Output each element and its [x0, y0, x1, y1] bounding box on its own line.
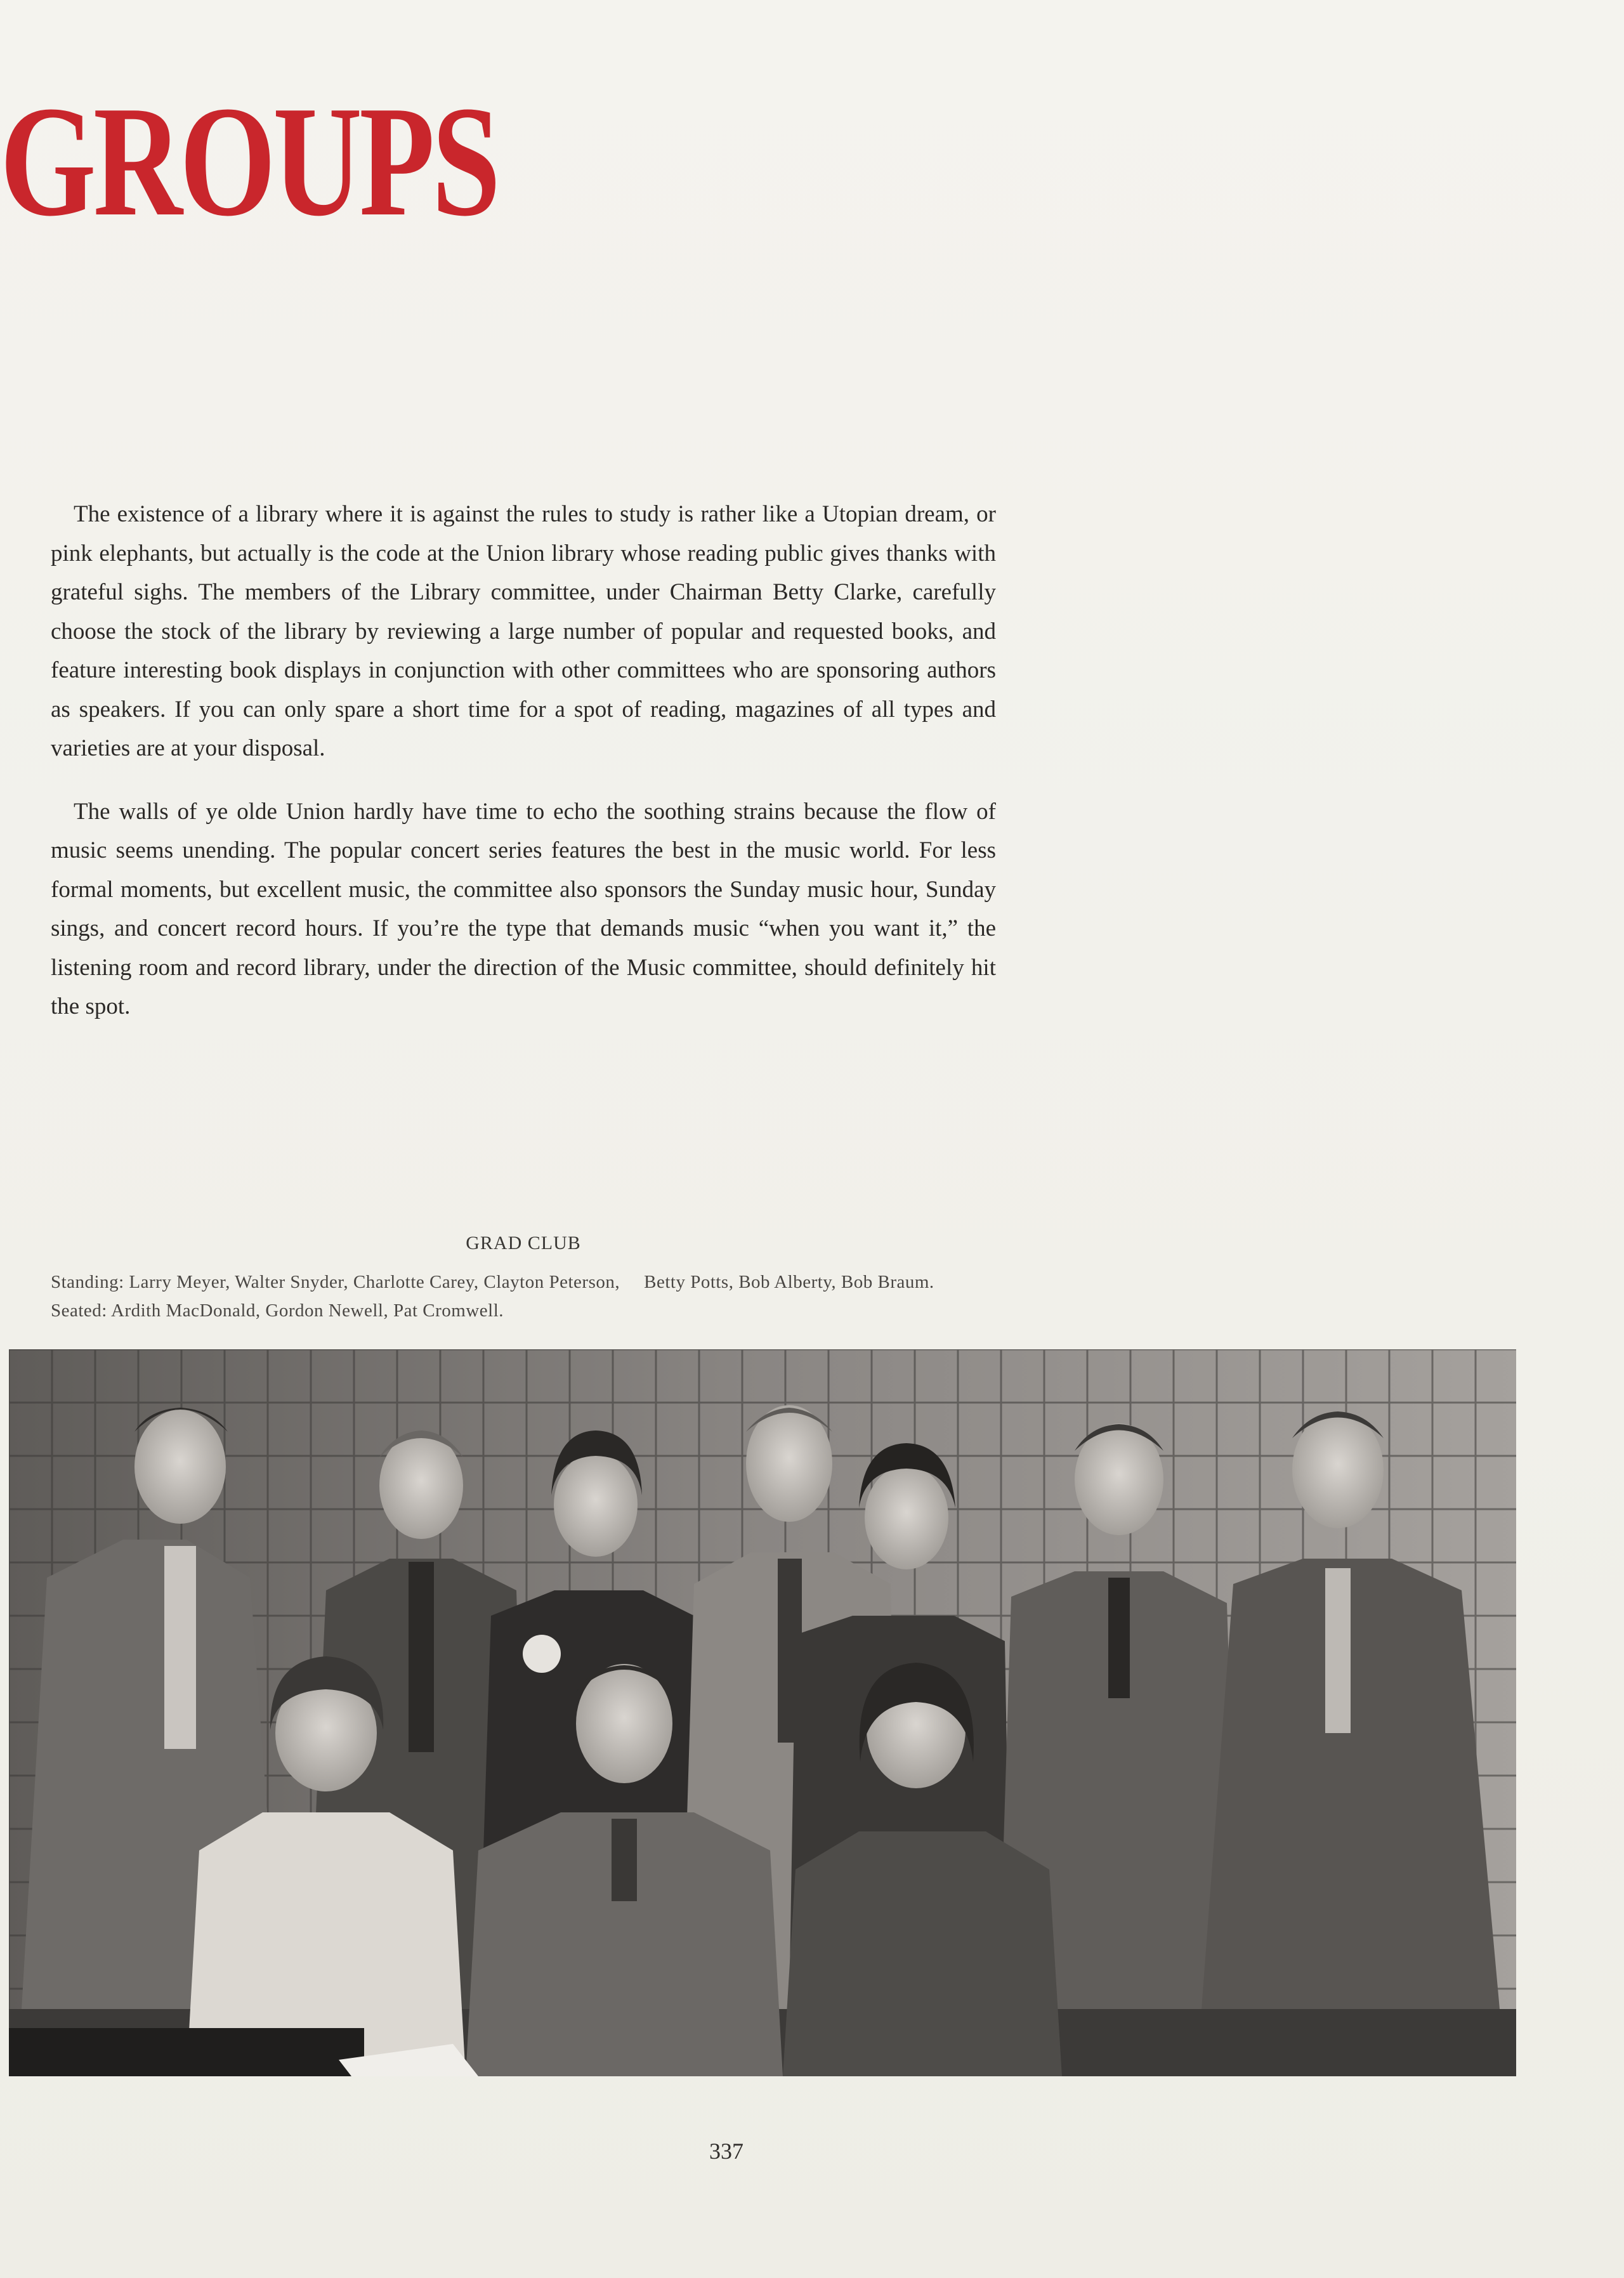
caption-standing [51, 1272, 934, 1293]
seated-names: Ardith MacDonald, Gordon Newell, Pat Cromwell. [111, 1300, 504, 1321]
standing-label: Standing: [51, 1272, 124, 1292]
photo-caption-title: GRAD CLUB [466, 1233, 581, 1254]
page-number: 337 [709, 2138, 743, 2164]
paragraph-library: The existence of a library where it is against the rules to study is rather like a Utopian dream, or pink elephants, but actually is the code at the Union library whose reading public gives thanks with grateful sighs. The members of the Library committee, under Chairman Betty Clarke, carefully choose the stock of the library by reviewing a large number of popular and requested books, and feature interesting book displays in conjunction with other committees who are sponsoring authors as speakers. If you can only spare a short time for a spot of reading, magazines of all types and varieties are at your disposal. [51, 501, 996, 761]
seated-label: Seated: [51, 1300, 107, 1321]
standing-names-second: Betty Potts, Bob Alberty, Bob Braum. [644, 1272, 934, 1292]
standing-names-first: Larry Meyer, Walter Snyder, Charlotte Carey, Clayton Peterson, [129, 1272, 620, 1292]
body-text [51, 495, 996, 1051]
seated-figures [187, 1656, 1062, 2076]
section-heading: GROUPS [0, 74, 498, 249]
caption-seated [51, 1300, 504, 1321]
paragraph-music: The walls of ye olde Union hardly have time to echo the soothing strains because the flow of music seems unending. The popular concert series features the best in the music world. For less formal moments, but excellent music, the committee also sponsors the Sunday music hour, Sunday sings, and concert record hours. If you’re the type that demands music “when you want it,” the listening room and record library, under the direction of the Music committee, should definitely hit the spot. [51, 798, 996, 1019]
group-photo [9, 1349, 1516, 2076]
